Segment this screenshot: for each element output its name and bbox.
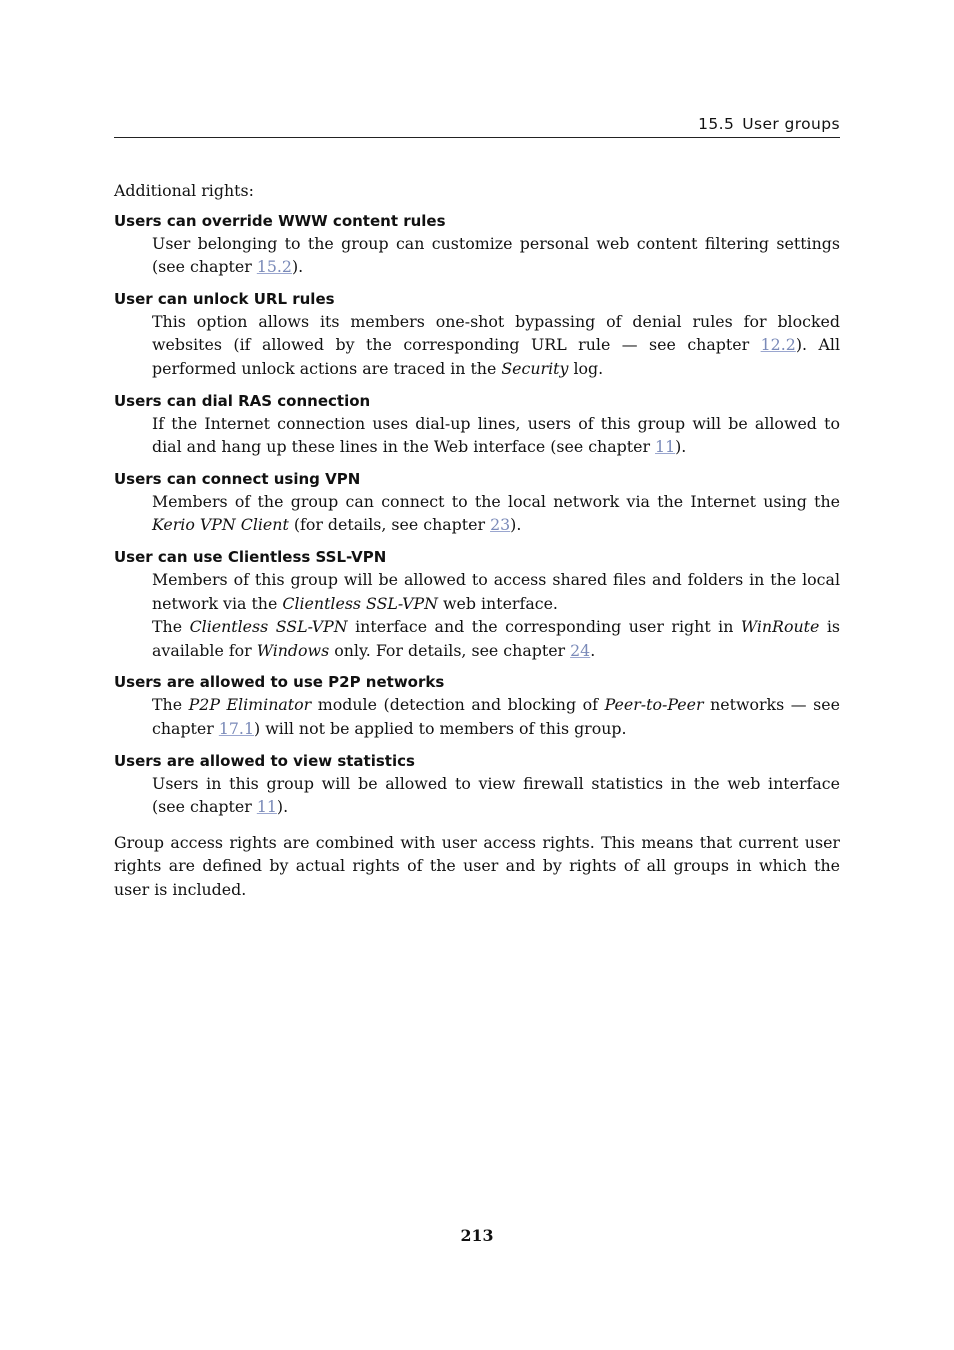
text-run: Members of this group will be allowed to access shared files and folders in the local network via the [152, 569, 840, 613]
header-rule [114, 137, 840, 138]
right-description [152, 490, 840, 537]
text-run: interface and the corresponding user right in [347, 617, 741, 637]
section-title: User groups [742, 115, 840, 133]
text-run: log. [568, 358, 604, 378]
page-number: 213 [460, 1226, 494, 1245]
chapter-reference-link[interactable]: 23 [490, 515, 511, 535]
right-term: Users are allowed to use P2P networks [114, 673, 445, 692]
emphasized-term: Kerio VPN Client [152, 515, 289, 535]
text-run: networks — see chapter [152, 695, 840, 738]
text-run: . [590, 640, 596, 660]
text-run: web interface. [437, 593, 558, 613]
text-run: (for details, see chapter [288, 515, 491, 535]
text-run: ). [276, 797, 289, 817]
text-run: The [152, 617, 190, 637]
right-term: User can use Clientless SSL-VPN [114, 547, 387, 566]
emphasized-term: Peer-to-Peer [604, 695, 704, 715]
right-description [152, 310, 840, 381]
text-run: User belonging to the group can customize personal web content filtering settings (see chapter [152, 233, 840, 277]
running-header [114, 115, 840, 133]
right-description [152, 568, 840, 662]
description-paragraph [152, 772, 840, 819]
text-run: only. For details, see chapter [329, 640, 571, 660]
right-term: Users can override WWW content rules [114, 211, 446, 230]
text-run: ). [675, 437, 687, 457]
text-run: The [152, 695, 189, 715]
right-description [152, 412, 840, 459]
description-paragraph [152, 490, 840, 537]
chapter-reference-link[interactable]: 11 [256, 797, 277, 817]
right-description [152, 693, 840, 740]
section-number: 15.5 [698, 115, 735, 133]
description-paragraph [152, 232, 840, 279]
chapter-reference-link[interactable]: 17.1 [218, 718, 255, 738]
text-run: This option allows its members one-shot bypassing of denial rules for blocked websites (if allowed by the corresponding URL rule — see chapter [152, 311, 840, 355]
description-paragraph [152, 568, 840, 615]
description-paragraph [152, 310, 840, 381]
right-term: Users can connect using VPN [114, 469, 361, 488]
right-term: Users can dial RAS connection [114, 391, 371, 410]
emphasized-term: Clientless SSL-VPN [282, 593, 438, 613]
text-run: ) will not be applied to members of this group. [254, 718, 627, 738]
emphasized-term: P2P Eliminator [188, 695, 312, 715]
description-paragraph [152, 693, 840, 740]
description-paragraph [152, 412, 840, 459]
page-body [114, 179, 840, 901]
text-run: ). [292, 257, 304, 277]
emphasized-term: Security [501, 358, 569, 378]
text-run: Members of the group can connect to the local network via the Internet using the [152, 491, 840, 511]
emphasized-term: Clientless SSL-VPN [189, 617, 348, 637]
description-paragraph [152, 615, 840, 662]
chapter-reference-link[interactable]: 11 [655, 437, 676, 457]
right-term: User can unlock URL rules [114, 289, 335, 308]
text-run: is available for [152, 617, 840, 660]
text-run: If the Internet connection uses dial-up lines, users of this group will be allowed to dial and hang up these lines in the Web interface (see chapter [152, 413, 840, 457]
text-run: ). [510, 515, 522, 535]
chapter-reference-link[interactable]: 15.2 [256, 257, 292, 277]
closing-paragraph: Group access rights are combined with user access rights. This means that current user rights are defined by actual rights of the user and by rights of all groups in which the user is included. [114, 832, 840, 899]
chapter-reference-link[interactable]: 24 [570, 640, 591, 660]
text-run: module (detection and blocking of [311, 695, 605, 715]
right-description [152, 232, 840, 279]
text-run: ). All performed unlock actions are traced in the [152, 335, 840, 378]
right-term: Users are allowed to view statistics [114, 751, 415, 770]
chapter-reference-link[interactable]: 12.2 [760, 335, 796, 355]
emphasized-term: WinRoute [740, 617, 820, 637]
rights-list [114, 210, 840, 819]
text-run: Users in this group will be allowed to view firewall statistics in the web interface (see chapter [152, 773, 840, 817]
emphasized-term: Windows [256, 640, 330, 660]
intro-text: Additional rights: [114, 181, 254, 200]
right-description [152, 772, 840, 819]
